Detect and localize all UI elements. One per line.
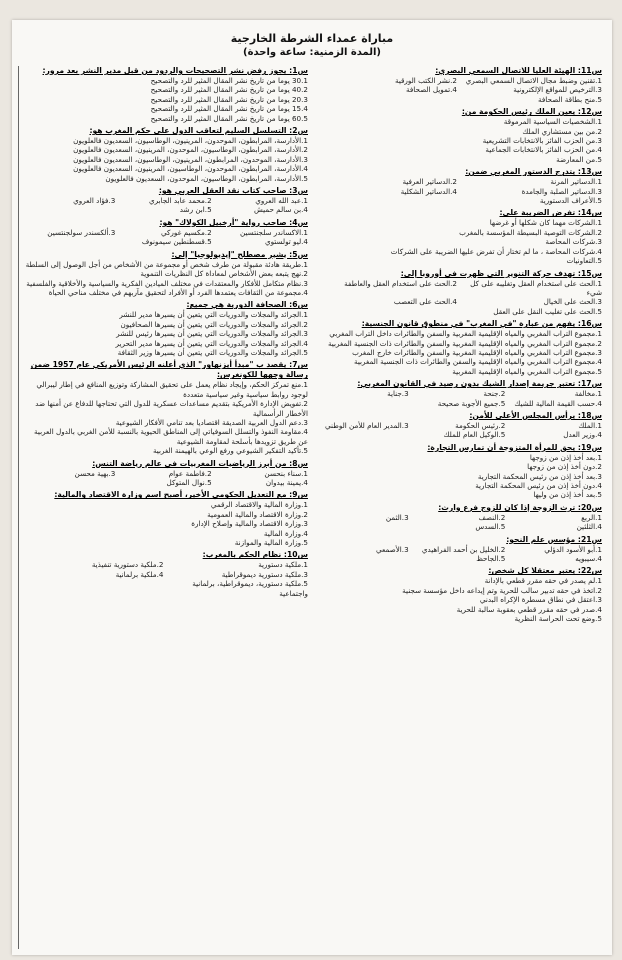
answer-option[interactable]: 40.2 يوما من تاريخ نشر المقال المثير للرد والتصحيح <box>150 85 308 95</box>
answer-option[interactable]: 1.الملك <box>578 420 602 430</box>
question-block <box>316 411 602 440</box>
answer-option[interactable]: 5.الجاحظ <box>476 554 506 564</box>
answer-option[interactable]: 5.قسطنطين سيمونوف <box>141 237 212 247</box>
question-text: س9: مع التعديل الحكومي الأخير، أصبح اسم وزارة الاقتصاد والمالية: <box>54 490 308 500</box>
question-block <box>316 167 602 205</box>
question-block <box>316 319 602 376</box>
answer-option[interactable]: 3.نظام متكامل للأفكار والمعتقدات في مختلف الميادين الفكرية والسياسية والأخلاقية والفلسفية <box>26 278 308 288</box>
question-text: س11: الهيئة العليا للاتصال السمعي البصري: <box>435 66 602 75</box>
answer-option[interactable]: 1.الجرائد والمجلات والدوريات التي يتعين أن يسيرها مدير للنشر <box>119 310 308 320</box>
answer-option[interactable]: 2.فاطمة عوام <box>168 468 212 478</box>
answer-option[interactable]: 3.مجموع التراب المغربي والمياه الإقليمية المغربية والسفن والطائرات خارج المغرب <box>352 347 602 357</box>
answer-option[interactable]: 4.شركات المحاصة ، ما لم تختار أن تفرض عليها الضريبة على الشركات <box>390 246 602 256</box>
question-text: س1: يجوز رفض نشر التصحيحات والردود من قبل مدير النشر بعد مرور: <box>42 66 308 75</box>
answer-option[interactable]: 2.نشر الكتب الورقية <box>394 76 457 85</box>
answer-options <box>23 560 308 598</box>
question-text: س18: يرأس المجلس الأعلى للأمن: <box>469 410 602 420</box>
answer-option[interactable]: 3.جناية <box>387 389 409 399</box>
answer-options <box>316 421 602 440</box>
answer-option[interactable]: 2.الأدارسة، المرابطون، الوطاسيون، الموحدون، المرينيون، السعديون فالعلويون <box>73 145 308 155</box>
answer-option[interactable]: 1.لم يصدر في حقه مقرر قطعي بالإدانة <box>484 576 602 586</box>
answer-option[interactable]: 5.من المعارضة <box>556 154 602 164</box>
questions-area <box>18 66 606 949</box>
answer-option[interactable]: 4.ملكية برلمانية <box>115 569 164 579</box>
answer-option[interactable]: 2.نهج يتبعه بعض الأشخاص لمعاداة كل النظريات التنموية <box>140 269 308 279</box>
question-text: س3: صاحب كتاب نقد العقل العربي هو: <box>158 186 308 196</box>
answer-option[interactable]: 3.الأصمعي <box>375 544 409 554</box>
question-block <box>23 126 308 183</box>
answer-option[interactable]: 4.الجرائد والمجلات والدوريات التي يتعين أن يسيرها مدير التحرير <box>115 338 308 348</box>
answer-options <box>23 500 308 547</box>
question-text: س20: ترث الزوجة إذا كان للزوج فرع وارث: <box>438 502 602 512</box>
question-block <box>23 459 308 488</box>
answer-option[interactable]: 1.وزارة المالية والاقتصاد الرقمي <box>210 500 308 510</box>
answer-options <box>23 136 308 183</box>
question-text: س16: يفهم من عبارة "في المغرب" في منطوق قانون الجنسية: <box>361 319 602 329</box>
question-text: س6: الصحافة الدورية هي جميع: <box>186 300 308 310</box>
answer-options <box>316 117 602 164</box>
answer-option[interactable]: 3.الجرائد والمجلات والدوريات التي يتعين أن يسيرها رئيس للنشر <box>116 329 308 339</box>
answer-option[interactable]: 3.ألكسندر سولجنتسين <box>47 227 116 237</box>
answer-option[interactable]: 3.فؤاد العروي <box>73 196 116 206</box>
answer-option[interactable]: 1.طريقة هادئة مقبولة من طرف شخص أو مجموعة من الأشخاص من أجل الوصول إلى السلطة <box>25 259 308 269</box>
answer-options <box>316 329 602 376</box>
answer-option[interactable]: 4.سيبويه <box>575 554 602 564</box>
answer-option[interactable]: 5.جميع الأجوبة صحيحة <box>437 398 506 408</box>
answer-option[interactable]: 2.جنحة <box>483 389 506 399</box>
answer-option[interactable]: 1.بعد أخذ إذن من زوجها <box>529 452 602 462</box>
answer-option[interactable]: 60.5 يوما من تاريخ نشر المقال المثير للرد والتصحيح <box>150 113 308 123</box>
question-block <box>23 186 308 215</box>
answer-option[interactable]: 1.سناء بنحسن <box>264 468 308 478</box>
answer-option[interactable]: 2.دون أخذ إذن من زوجها <box>527 462 602 472</box>
answer-option[interactable]: 5.الوكيل العام للملك <box>443 430 506 440</box>
answer-option[interactable]: 4.حسب القيمة المالية للشيك <box>514 398 602 408</box>
answer-option[interactable]: 1.الحث على استخدام العقل وتغليبه على كل شيء <box>470 278 602 297</box>
answer-option[interactable]: 4.بن سالم حميش <box>253 205 308 215</box>
question-text: س19: يحق للمرأة المتزوجة أن تمارس التجارة: <box>427 442 602 452</box>
answer-option[interactable]: 3.وزارة الاقتصاد والمالية وإصلاح الإدارة <box>191 519 308 529</box>
question-block <box>23 250 308 298</box>
question-text: س21: مؤسس علم النحو: <box>506 534 602 544</box>
question-text: س7: يقصد ب "مبدأ أيزنهاور" الذي أعلنه الرئيس الأمريكي عام 1957 ضمن رسالة وجهها للكونغرس: <box>30 360 308 380</box>
answer-option[interactable]: 2.مجموع التراب المغربي والمياه الإقليمية المغربية والسفن والطائرات ذات الجنسية المغربية <box>327 338 602 348</box>
question-text: س12: يعين الملك رئيس الحكومة من: <box>461 107 602 117</box>
answer-option[interactable]: 4.صدر في حقه مقرر قطعي بعقوبة سالبة للحرية <box>456 604 602 614</box>
answer-option[interactable]: 4.وزير العدل <box>563 430 602 440</box>
question-text: س15: تهدف حركة التنوير التي ظهرت في أوروبا إلى: <box>400 268 602 278</box>
answer-option[interactable]: 2.ملكية دستورية تنفيذية <box>91 560 164 570</box>
answer-options <box>23 380 308 455</box>
answer-option[interactable]: 4.وزارة المالية <box>263 528 308 538</box>
question-text: س5: يشير مصطلح "إيديولوجيا" إلى: <box>171 249 308 259</box>
question-block <box>23 300 308 357</box>
answer-options <box>23 260 308 298</box>
answer-options <box>316 177 602 205</box>
answer-option[interactable]: 4.يمينة بيدوان <box>265 478 308 487</box>
answer-option[interactable]: 20.3 يوما من تاريخ نشر المقال المثير للرد والتصحيح <box>150 94 308 104</box>
answer-option[interactable]: 1.عبد الله العروي <box>255 196 308 206</box>
question-block <box>23 550 308 598</box>
answer-option[interactable]: 1.ملكية دستورية <box>258 560 308 570</box>
question-block <box>316 443 602 500</box>
question-block <box>316 503 602 532</box>
answer-option[interactable]: 5.التعاونيات <box>566 256 602 266</box>
question-text: س8: من أبرز الرياضيات المغربيات في عالم رياضة التنس: <box>92 458 308 468</box>
answer-options <box>23 196 308 215</box>
answer-option[interactable]: 2.وزارة الاقتصاد والمالية العمومية <box>207 509 308 519</box>
answer-option[interactable]: 4.الحث على التعصب <box>393 297 457 307</box>
answer-option[interactable]: 3.المدير العام للأمن الوطني <box>324 420 409 430</box>
answer-option[interactable]: 1.الاكساندر سلجنتسين <box>240 227 308 237</box>
answer-option[interactable]: 3.الثمن <box>385 512 409 522</box>
answer-options <box>23 310 308 357</box>
answer-option[interactable]: 1.تقنين وضبط مجال الاتصال السمعي البصري <box>465 76 602 85</box>
answer-option[interactable]: 4.مجموع التراب المغربي والمياه الإقليمية والسفن والطائرات ذات الجنسية المغربية <box>354 357 602 367</box>
answer-option[interactable]: 3.شركات المحاصة <box>545 237 602 247</box>
answer-option[interactable]: 4.الأدارسة، المرابطون، الموحدون، الوطاسيون، المرينيون، السعديون فالعلويون <box>73 164 308 174</box>
question-text: س13: يتدرج الدستور المغربي ضمن: <box>465 167 602 177</box>
answer-option[interactable]: 3.اعتقل في نطاق مسطرة الإكراه البدني <box>479 595 602 605</box>
question-text: س2: التسلسل السليم لتعاقب الدول على حكم المغرب هو: <box>89 126 308 136</box>
answer-option[interactable]: 5.وزارة المالية والموازنة <box>234 538 308 548</box>
question-text: س22: يعتبر معتقلا كل شخص: <box>488 566 602 576</box>
answer-option[interactable]: 3.بعد أخذ إذن من رئيس المحكمة التجارية <box>477 471 602 481</box>
answer-option[interactable]: 1.الشركات مهما كان شكلها أو غرضها <box>489 218 602 228</box>
answer-option[interactable]: 4.الثلثين <box>576 522 602 532</box>
answer-option[interactable]: 3.بهية محسن <box>74 468 116 478</box>
answer-option[interactable]: 1.الدساتير المرنة <box>550 177 602 187</box>
answer-option[interactable]: 3.الترخيص للمواقع الإلكترونية <box>513 85 602 95</box>
exam-duration: (المدة الزمنية: ساعة واحدة) <box>243 47 381 58</box>
answer-option[interactable]: 3.من الحزب الفائز بالانتخابات التشريعية <box>482 136 602 146</box>
answer-option[interactable]: 3.ملكية دستورية ديموقراطية <box>221 569 308 579</box>
answer-option[interactable]: 30.1 يوما من تاريخ نشر المقال المثير للرد والتصحيح <box>150 76 308 85</box>
question-text: س10: نظام الحكم بالمغرب: <box>202 550 308 560</box>
question-block <box>316 379 602 408</box>
answer-option[interactable]: 4.مجموعة من الثقافات يعتمدها الفرد أو الأفراد لتحقيق مآربهم في مختلف مناحي الحياة <box>48 287 308 297</box>
answer-option[interactable]: 5.الأعراف الدستورية <box>539 196 602 206</box>
answer-option[interactable]: 5.وضع تحت الحراسة النظرية <box>514 614 602 624</box>
answer-options <box>316 576 602 623</box>
answer-option[interactable]: 2.الجرائد والمجلات والدوريات التي يتعين أن يسيرها الصحافيون <box>120 319 308 329</box>
answer-options <box>316 453 602 500</box>
answer-option[interactable]: 3.الدساتير الصلبة والجامدة <box>521 186 602 196</box>
question-block <box>316 269 602 317</box>
answer-option[interactable]: 1.مخالفة <box>574 389 602 399</box>
answer-option[interactable]: 2.النصف <box>478 512 506 522</box>
answer-option[interactable]: 1.منع تمركز الحكم، وإيجاد نظام يعمل على تحقيق المشاركة وتوزيع المنافع في إطار ليبرالي لوجود روابط سياسية وغير سياسية متعددة <box>36 380 308 399</box>
answer-option[interactable]: 2.اتخذ في حقه تدبير سالب للحرية وتم إيداعه داخل مؤسسة سجنية <box>402 585 602 595</box>
question-text: س17: تعتبر جريمة إصدار الشيك بدون رصيد في القانون المغربي: <box>357 379 602 389</box>
question-text: س14: تفرض الضريبة على: <box>499 208 602 218</box>
question-block <box>316 566 602 623</box>
answer-option[interactable]: 5.تأكيد التفكير الشيوعي ورفع الوعي بالهيمنة الغربية <box>152 446 308 456</box>
question-block <box>316 208 602 265</box>
right-question-column <box>18 66 312 949</box>
question-block <box>316 66 602 104</box>
answer-option[interactable]: 3.الأدارسة، الموحدون، المرابطون، المرينيون، الوطاسيون، السعديون فالعلويون <box>73 154 308 164</box>
answer-options <box>316 389 602 408</box>
question-block <box>316 535 602 564</box>
answer-option[interactable]: 1.الشخصيات السياسية المرموقة <box>503 117 602 127</box>
left-question-column <box>312 66 606 949</box>
answer-option[interactable]: 2.محمد عابد الجابري <box>148 196 212 206</box>
exam-sheet <box>12 20 612 955</box>
answer-options <box>23 76 308 123</box>
question-block <box>316 107 602 164</box>
answer-option[interactable]: 2.تفويض الإدارة الأمريكية بتقديم مساعدات عسكرية للدول التي تحتاجها للدفاع عن أمنها ضد الأخطار الرأسمالية <box>35 399 308 418</box>
answer-options <box>316 218 602 265</box>
answer-option[interactable]: 2.مكسيم غوركي <box>160 227 212 237</box>
answer-options <box>23 469 308 488</box>
answer-option[interactable]: 4.من الحزب الفائز بالانتخابات الجماعية <box>485 145 602 155</box>
answer-option[interactable]: 1.مجموع التراب المغربي والمياه الإقليمية المغربية والسفن والطائرات داخل التراب المغربي <box>329 329 602 339</box>
question-block <box>23 218 308 247</box>
answer-options <box>316 279 602 317</box>
answer-option[interactable]: 3.دعم الدول العربية الصديقة اقتصاديا بعد تنامي الأفكار الشيوعية <box>115 417 308 427</box>
exam-header <box>12 20 612 58</box>
answer-options <box>316 545 602 564</box>
answer-option[interactable]: 2.الشركات التوصية البسيطة المؤسسة بالمغرب <box>459 227 602 237</box>
answer-option[interactable]: 4.مقاومة النفوذ والتسلل السوفياتي إلى المناطق الحيوية بالنسبة للأمن الغربي بالدول العربية عن طريق تزويدها بأسلحة لمقاومة الشيوعية <box>34 427 308 446</box>
answer-option[interactable]: 5.الجرائد والمجلات والدوريات التي يتعين أن يسيرها وزير الثقافة <box>117 347 308 357</box>
answer-option[interactable]: 5.بعد أخذ إذن من وليها <box>533 490 602 500</box>
answer-option[interactable]: 4.الدساتير الشكلية <box>400 186 457 196</box>
answer-option[interactable]: 15.4 يوما من تاريخ نشر المقال المثير للرد والتصحيح <box>150 104 308 114</box>
answer-option[interactable]: 1.الأدارسة، المرابطون، الموحدون، المرينيون، الوطاسيون، السعديون فالعلويون <box>73 136 308 146</box>
question-block <box>23 490 308 547</box>
answer-option[interactable]: 2.الخليل بن أحمد الفراهيدي <box>421 544 506 554</box>
answer-options <box>316 513 602 532</box>
question-text: س4: صاحب رواية "أرخبيل الكولاك" هو: <box>159 217 308 227</box>
answer-option[interactable]: 4.دون أخذ إذن من رئيس المحكمة التجارية <box>475 481 602 490</box>
answer-option[interactable]: 5.السدس <box>475 522 506 532</box>
answer-option[interactable]: 1.الربع <box>581 512 602 522</box>
answer-option[interactable]: 5.مجموع التراب المغربي والمياه الإقليمية المغربية <box>452 366 602 376</box>
answer-options <box>316 76 602 104</box>
exam-title: مباراة عمداء الشرطة الخارجية <box>230 32 394 45</box>
answer-option[interactable]: 5.الأدارسة، المرابطون، الوطاسيون، الموحدون، السعديون فالعلويون <box>105 173 308 183</box>
answer-option[interactable]: 2.الحث على استخدام العقل والعاطفة <box>344 278 457 288</box>
question-block <box>23 360 308 455</box>
answer-option[interactable]: 5.نوال المتوكل <box>166 478 212 487</box>
answer-option[interactable]: 2.من بين مستشاري الملك <box>522 126 602 136</box>
answer-option[interactable]: 5.الحث على تغليب النقل على العقل <box>493 306 602 316</box>
answer-option[interactable]: 4.تمويل الصحافة <box>406 85 457 95</box>
answer-option[interactable]: 2.رئيس الحكومة <box>455 420 506 430</box>
answer-options <box>23 228 308 247</box>
answer-option[interactable]: 5.منح بطاقة الصحافة <box>537 94 602 104</box>
answer-option[interactable]: 2.الدساتير العرفية <box>402 177 457 187</box>
answer-option[interactable]: 5.ملكية دستورية، ديموقراطية، برلمانية واجتماعية <box>192 579 308 598</box>
answer-option[interactable]: 3.الحث على الخيال <box>543 297 602 307</box>
answer-option[interactable]: 5.ابن رشد <box>179 205 212 215</box>
answer-option[interactable]: 4.ليو تولستوي <box>264 237 308 247</box>
answer-option[interactable]: 1.أبو الأسود الدؤلي <box>544 544 602 554</box>
question-block <box>23 66 308 123</box>
